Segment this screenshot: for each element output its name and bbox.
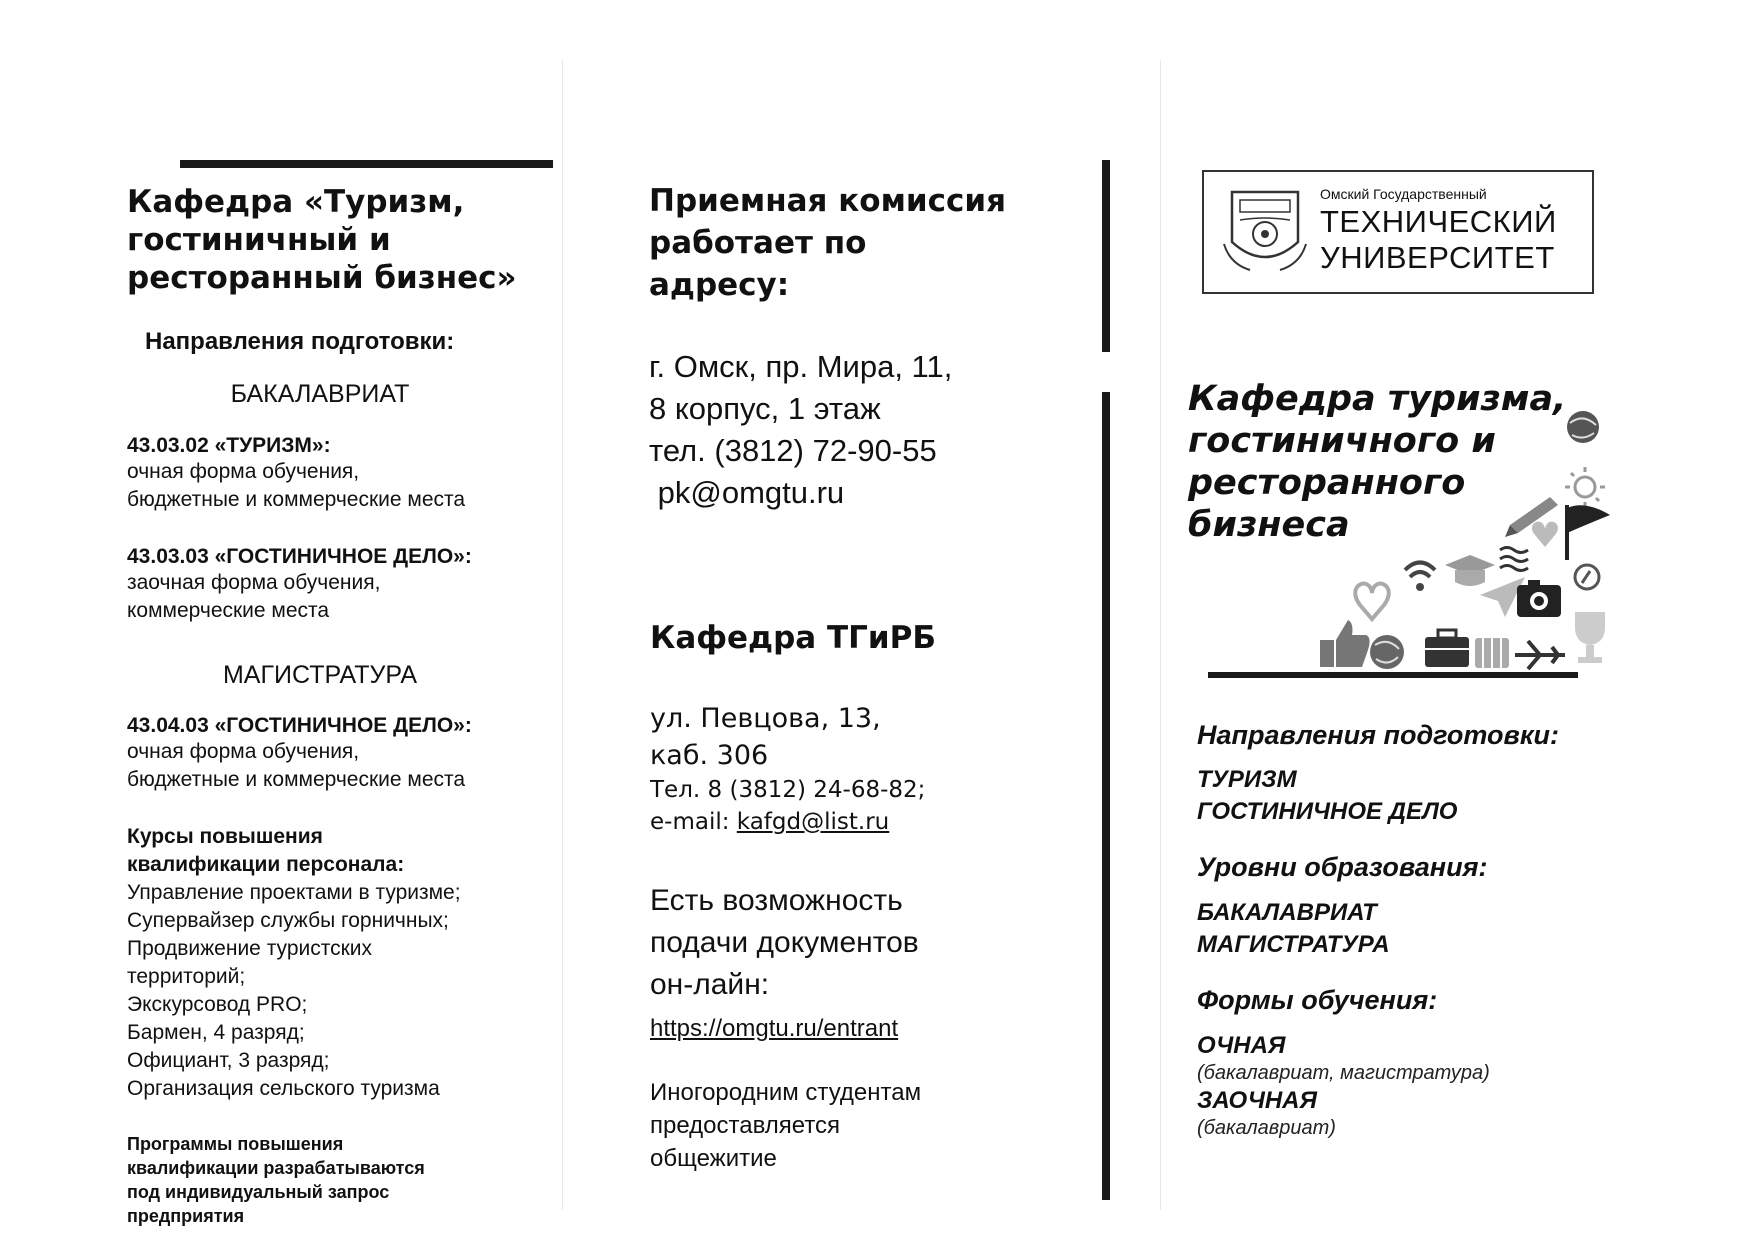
course-item: Супервайзер службы горничных;	[127, 909, 449, 932]
form-note: (бакалавриат, магистратура)	[1197, 1062, 1490, 1084]
level-item: БАКАЛАВРИАТ	[1197, 899, 1377, 926]
courses-list	[127, 823, 557, 1103]
form-note: (бакалавриат)	[1197, 1117, 1336, 1139]
right-directions-heading: Направления подготовки:	[1197, 720, 1560, 750]
program-code: 43.03.03 «ГОСТИНИЧНОЕ ДЕЛО»:	[127, 545, 472, 568]
right-title-line: бизнеса	[1188, 505, 1350, 545]
note-line: под индивидуальный запрос	[127, 1182, 390, 1202]
admissions-title-line: адресу:	[649, 267, 790, 303]
flag-icon	[1567, 505, 1610, 560]
dept-title: Кафедра ТГиРБ	[650, 620, 936, 656]
note-line: Программы повышения	[127, 1134, 344, 1154]
custom-programs-note	[127, 1132, 527, 1228]
right-directions-list	[1197, 764, 1457, 828]
suitcase-icon	[1475, 638, 1509, 668]
address-line: г. Омск, пр. Мира, 11,	[649, 349, 953, 384]
master-label: МАГИСТРАТУРА	[222, 661, 418, 689]
admissions-title	[649, 180, 1049, 306]
forms-list	[1197, 1030, 1490, 1140]
heart-outline-icon	[1355, 584, 1389, 619]
directions-heading: Направления подготовки:	[145, 328, 455, 355]
program-desc: бюджетные и коммерческие места	[127, 488, 466, 511]
camera-icon	[1517, 580, 1561, 617]
program-desc: заочная форма обучения,	[127, 571, 381, 594]
fold-line-left	[562, 60, 563, 1210]
left-title-line: Кафедра «Туризм,	[127, 184, 465, 220]
world-icon	[1370, 635, 1404, 669]
left-top-rule	[180, 160, 553, 168]
course-item: Бармен, 4 разряд;	[127, 1021, 305, 1044]
heart-icon	[1532, 522, 1558, 547]
logo-line: УНИВЕРСИТЕТ	[1320, 240, 1555, 275]
email-line: pk@omgtu.ru	[649, 475, 845, 510]
admissions-title-line: Приемная комиссия	[649, 183, 1007, 219]
program-desc: очная форма обучения,	[127, 740, 360, 763]
dept-phone: Тел. 8 (3812) 24-68-82;	[650, 777, 926, 803]
entrant-link[interactable]: https://omgtu.ru/entrant	[650, 1015, 899, 1042]
program-item	[127, 545, 472, 625]
note-line: квалификации разрабатываются	[127, 1158, 425, 1178]
wifi-icon	[1405, 563, 1435, 592]
course-item: Управление проектами в туризме;	[127, 881, 461, 904]
levels-list	[1197, 897, 1390, 961]
course-item: Организация сельского туризма	[127, 1077, 440, 1100]
dept-email-label: e-mail:	[650, 809, 737, 835]
program-desc: бюджетные и коммерческие места	[127, 768, 466, 791]
course-item: Экскурсовод PRO;	[127, 993, 308, 1016]
logo-caption-big	[1320, 204, 1557, 276]
fold-line-right	[1160, 60, 1161, 1210]
left-title-line: ресторанный бизнес»	[127, 260, 517, 296]
dept-contacts	[650, 700, 925, 838]
left-title-line: гостиничный и	[127, 222, 391, 258]
airplane-icon	[1515, 641, 1565, 669]
online-line: Есть возможность	[650, 884, 903, 917]
logo-line: ТЕХНИЧЕСКИЙ	[1320, 204, 1557, 239]
course-item: территорий;	[127, 965, 246, 988]
right-title-line: Кафедра туризма,	[1188, 379, 1567, 419]
program-code: 43.03.02 «ТУРИЗМ»:	[127, 434, 331, 457]
courses-title: квалификации персонала:	[127, 853, 405, 876]
courses-title: Курсы повышения	[127, 825, 323, 848]
dorm-line: Иногородним студентам	[650, 1079, 922, 1106]
dept-email-line	[650, 806, 925, 838]
address-line: 8 корпус, 1 этаж	[649, 391, 881, 426]
online-line: он-лайн:	[650, 968, 770, 1001]
vertical-rule-bottom	[1102, 392, 1110, 1200]
right-title-line: гостиничного и	[1188, 421, 1496, 461]
right-rule	[1208, 672, 1578, 678]
dept-address-line: ул. Певцова, 13,	[650, 703, 881, 734]
dept-room-line: каб. 306	[650, 740, 769, 771]
program-desc: очная форма обучения,	[127, 460, 360, 483]
direction-item: ТУРИЗМ	[1197, 766, 1297, 793]
university-emblem-icon	[1220, 184, 1310, 276]
program-item	[127, 714, 472, 794]
waves-icon	[1500, 548, 1528, 571]
bachelor-label: БАКАЛАВРИАТ	[230, 380, 410, 408]
level-item: МАГИСТРАТУРА	[1197, 931, 1390, 958]
globe-icon	[1567, 411, 1599, 443]
online-line: подачи документов	[650, 926, 919, 959]
compass-icon	[1575, 565, 1599, 589]
dormitory-note	[650, 1076, 921, 1175]
logo-caption-small: Омский Государственный	[1320, 186, 1487, 202]
dept-email-link[interactable]: kafgd@list.ru	[736, 809, 890, 835]
left-title	[127, 183, 547, 297]
like-icon	[1320, 620, 1370, 667]
forms-heading: Формы обучения:	[1197, 985, 1438, 1015]
course-item: Продвижение туристских	[127, 937, 373, 960]
graduation-cap-icon	[1445, 555, 1495, 586]
admissions-address	[649, 346, 952, 514]
dorm-line: предоставляется	[650, 1112, 841, 1139]
program-item	[127, 434, 465, 514]
form-name: ОЧНАЯ	[1197, 1032, 1286, 1059]
online-submission	[650, 880, 1030, 1050]
program-desc: коммерческие места	[127, 599, 330, 622]
admissions-title-line: работает по	[649, 225, 867, 261]
vertical-rule-top	[1102, 160, 1110, 352]
right-title-line: ресторанного	[1188, 463, 1466, 503]
briefcase-icon	[1425, 630, 1469, 667]
sun-icon	[1565, 467, 1605, 507]
tourism-icons-collage	[1300, 405, 1620, 670]
form-name: ЗАОЧНАЯ	[1197, 1087, 1317, 1114]
course-item: Официант, 3 разряд;	[127, 1049, 330, 1072]
program-code: 43.04.03 «ГОСТИНИЧНОЕ ДЕЛО»:	[127, 714, 472, 737]
trophy-icon	[1575, 612, 1605, 663]
note-line: предприятия	[127, 1206, 245, 1226]
levels-heading: Уровни образования:	[1197, 852, 1488, 882]
dorm-line: общежитие	[650, 1145, 777, 1172]
phone-line: тел. (3812) 72-90-55	[649, 433, 937, 468]
direction-item: ГОСТИНИЧНОЕ ДЕЛО	[1197, 798, 1458, 825]
